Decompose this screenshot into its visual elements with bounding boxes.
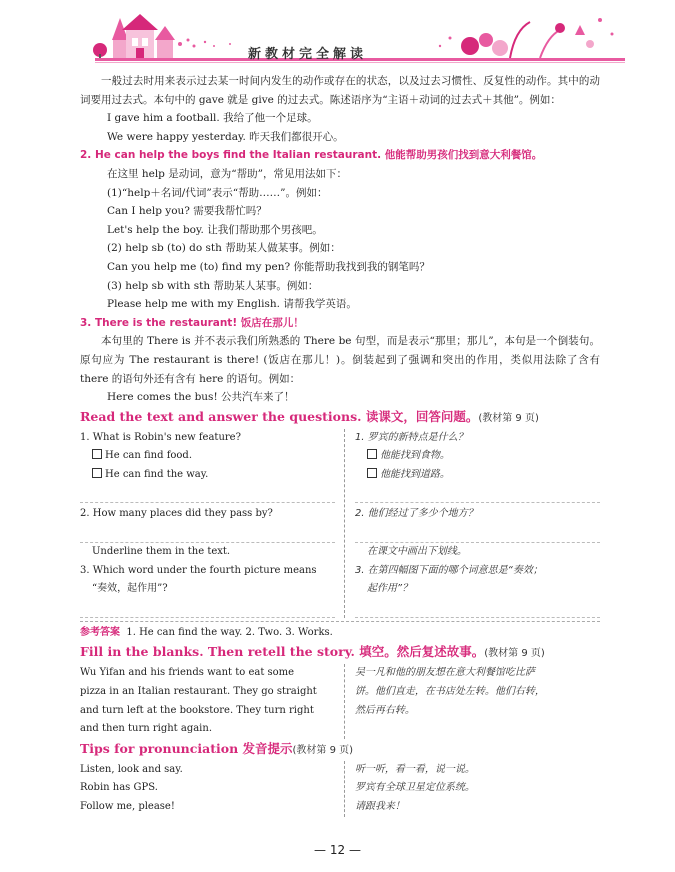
question-3-cont: “奏效，起作用”? [92, 583, 168, 595]
column-divider [344, 429, 345, 618]
intro-example-1: I gave him a football. 我给了他一个足球。 [107, 112, 318, 125]
tips-chinese [343, 761, 600, 817]
option-1-cn [355, 447, 600, 466]
tip-line-cn: 罗宾有全球卫星定位系统。 [354, 782, 475, 794]
question-2-note: Underline them in the text. [92, 546, 231, 558]
tip-line: Listen, look and say. [80, 763, 183, 775]
answer-line [80, 599, 335, 618]
option-text: 他能找到食物。 [379, 450, 450, 462]
fill-story-english [80, 664, 343, 738]
question-2: 2. How many places did they pass by? [80, 508, 273, 520]
plant-icon [439, 18, 614, 58]
intro-paragraph: 一般过去时用来表示过去某一时间内发生的动作或存在的状态，以及过去习惯性、反复性的动作。其中的动词要用过去式。本句中的 gave 就是 give 的过去式。陈述语序为“主语＋动词的过去式＋其他”。例如： [80, 75, 600, 106]
point-2-line: (3) help sb with sth 帮助某人某事。例如： [107, 279, 319, 292]
read-section-title-text: Read the text and answer the questions. 读课文，回答问题。 [80, 408, 479, 424]
read-questions-english [80, 429, 343, 618]
read-section-ref: (教材第 9 页) [478, 412, 539, 424]
point-3-example: Here comes the bus! 公共汽车来了！ [107, 391, 295, 404]
reference-answers [80, 624, 600, 643]
story-line: and turn left at the bookstore. They turn right [80, 704, 314, 716]
point-3-heading: 3. There is the restaurant! 饭店在那儿！ [80, 316, 304, 329]
question-1: 1. What is Robin's new feature? [80, 431, 241, 443]
section-divider [80, 621, 600, 622]
tips-english [80, 761, 343, 817]
option-2-cn [355, 466, 600, 485]
fill-section-title [80, 642, 600, 664]
answer-line [355, 524, 600, 543]
option-text: He can find the way. [105, 468, 209, 480]
tip-line: Robin has GPS. [80, 782, 158, 794]
story-line: and then turn right again. [80, 723, 212, 735]
checkbox-icon [92, 449, 102, 459]
story-line-cn: 吴一凡和他的朋友想在意大利餐馆吃比萨 [354, 667, 535, 679]
main-content [80, 72, 600, 817]
dots-decoration [178, 39, 231, 48]
checkbox-icon [92, 468, 102, 478]
story-line: Wu Yifan and his friends want to eat some [80, 667, 295, 679]
story-line: pizza in an Italian restaurant. They go straight [80, 686, 317, 698]
point-2-line: Let's help the boy. 让我们帮助那个男孩吧。 [107, 223, 323, 236]
answers-label: 参考答案 [80, 626, 120, 638]
page-number: — 12 — [314, 843, 361, 857]
column-divider [344, 664, 345, 738]
fill-story-chinese [343, 664, 600, 738]
point-2-line: Can you help me (to) find my pen? 你能帮助我找到我的钢笔吗？ [107, 260, 430, 273]
column-divider [344, 761, 345, 817]
fill-section-title-text: Fill in the blanks. Then retell the story. 填空。然后复述故事。 [80, 644, 485, 660]
answers-text: 1. He can find the way. 2. Two. 3. Works. [126, 626, 333, 638]
house-icon [93, 14, 175, 60]
tips-content [80, 761, 600, 817]
header-decoration [0, 0, 675, 75]
intro-example-2: We were happy yesterday. 昨天我们都很开心。 [107, 130, 344, 143]
point-2-line: (2) help sb (to) do sth 帮助某人做某事。例如： [107, 242, 341, 255]
question-3: 3. Which word under the fourth picture means [80, 564, 317, 576]
point-2-line: Please help me with my English. 请帮我学英语。 [107, 298, 357, 311]
tips-section-title-text: Tips for pronunciation 发音提示 [80, 740, 293, 756]
answer-line [355, 599, 600, 618]
tips-section-title [80, 739, 600, 761]
question-2-cn: 2. 他们经过了多少个地方？ [354, 508, 478, 520]
question-1-cn: 1. 罗宾的新特点是什么？ [354, 431, 468, 443]
checkbox-icon [367, 449, 377, 459]
story-line-cn: 饼。他们直走，在书店处左转。他们右转， [354, 686, 545, 698]
option-1 [80, 447, 335, 466]
point-2-line: 在这里 help 是动词，意为“帮助”，常见用法如下： [107, 167, 347, 180]
option-2 [80, 466, 335, 485]
checkbox-icon [367, 468, 377, 478]
question-2-note-cn: 在课文中画出下划线。 [366, 546, 467, 558]
fill-story [80, 664, 600, 738]
point-2-heading: 2. He can help the boys find the Italian restaurant. 他能帮助男孩们找到意大利餐馆。 [80, 149, 543, 162]
question-3-cn: 3. 在第四幅图下面的哪个词意思是“奏效； [354, 564, 543, 576]
page-header [0, 0, 675, 75]
header-title: 新教材完全解读 [248, 47, 368, 62]
tip-line-cn: 请跟我来！ [354, 801, 405, 812]
answer-line [80, 484, 335, 503]
point-2-line: (1)“help＋名词/代词”表示“帮助……”。例如： [107, 186, 328, 199]
read-section-title [80, 407, 600, 429]
tips-section-ref: (教材第 9 页) [292, 744, 354, 756]
point-2-line: Can I help you? 需要我帮忙吗？ [107, 205, 267, 218]
tip-line: Follow me, please! [80, 801, 175, 812]
question-3-cont-cn: 起作用”？ [366, 583, 413, 595]
tip-line-cn: 听一听，看一看，说一说。 [354, 763, 475, 775]
option-text: 他能找到道路。 [379, 468, 450, 480]
read-questions-chinese [343, 429, 600, 618]
fill-section-ref: (教材第 9 页) [484, 648, 545, 660]
answer-line [355, 484, 600, 503]
option-text: He can find food. [105, 450, 193, 462]
point-3-paragraph: 本句里的 There is 并不表示我们所熟悉的 There be 句型，而是表示“那里；那儿”，本句是一个倒装句。原句应为 The restaurant is there! (饭店在那儿！)。倒装起到了强调和突出的作用，类似用法除了含有 there 的语句外还有含有 here 的语句。例如： [80, 335, 600, 385]
read-questions [80, 429, 600, 618]
answer-line [80, 524, 335, 543]
story-line-cn: 然后再右转。 [354, 704, 415, 716]
